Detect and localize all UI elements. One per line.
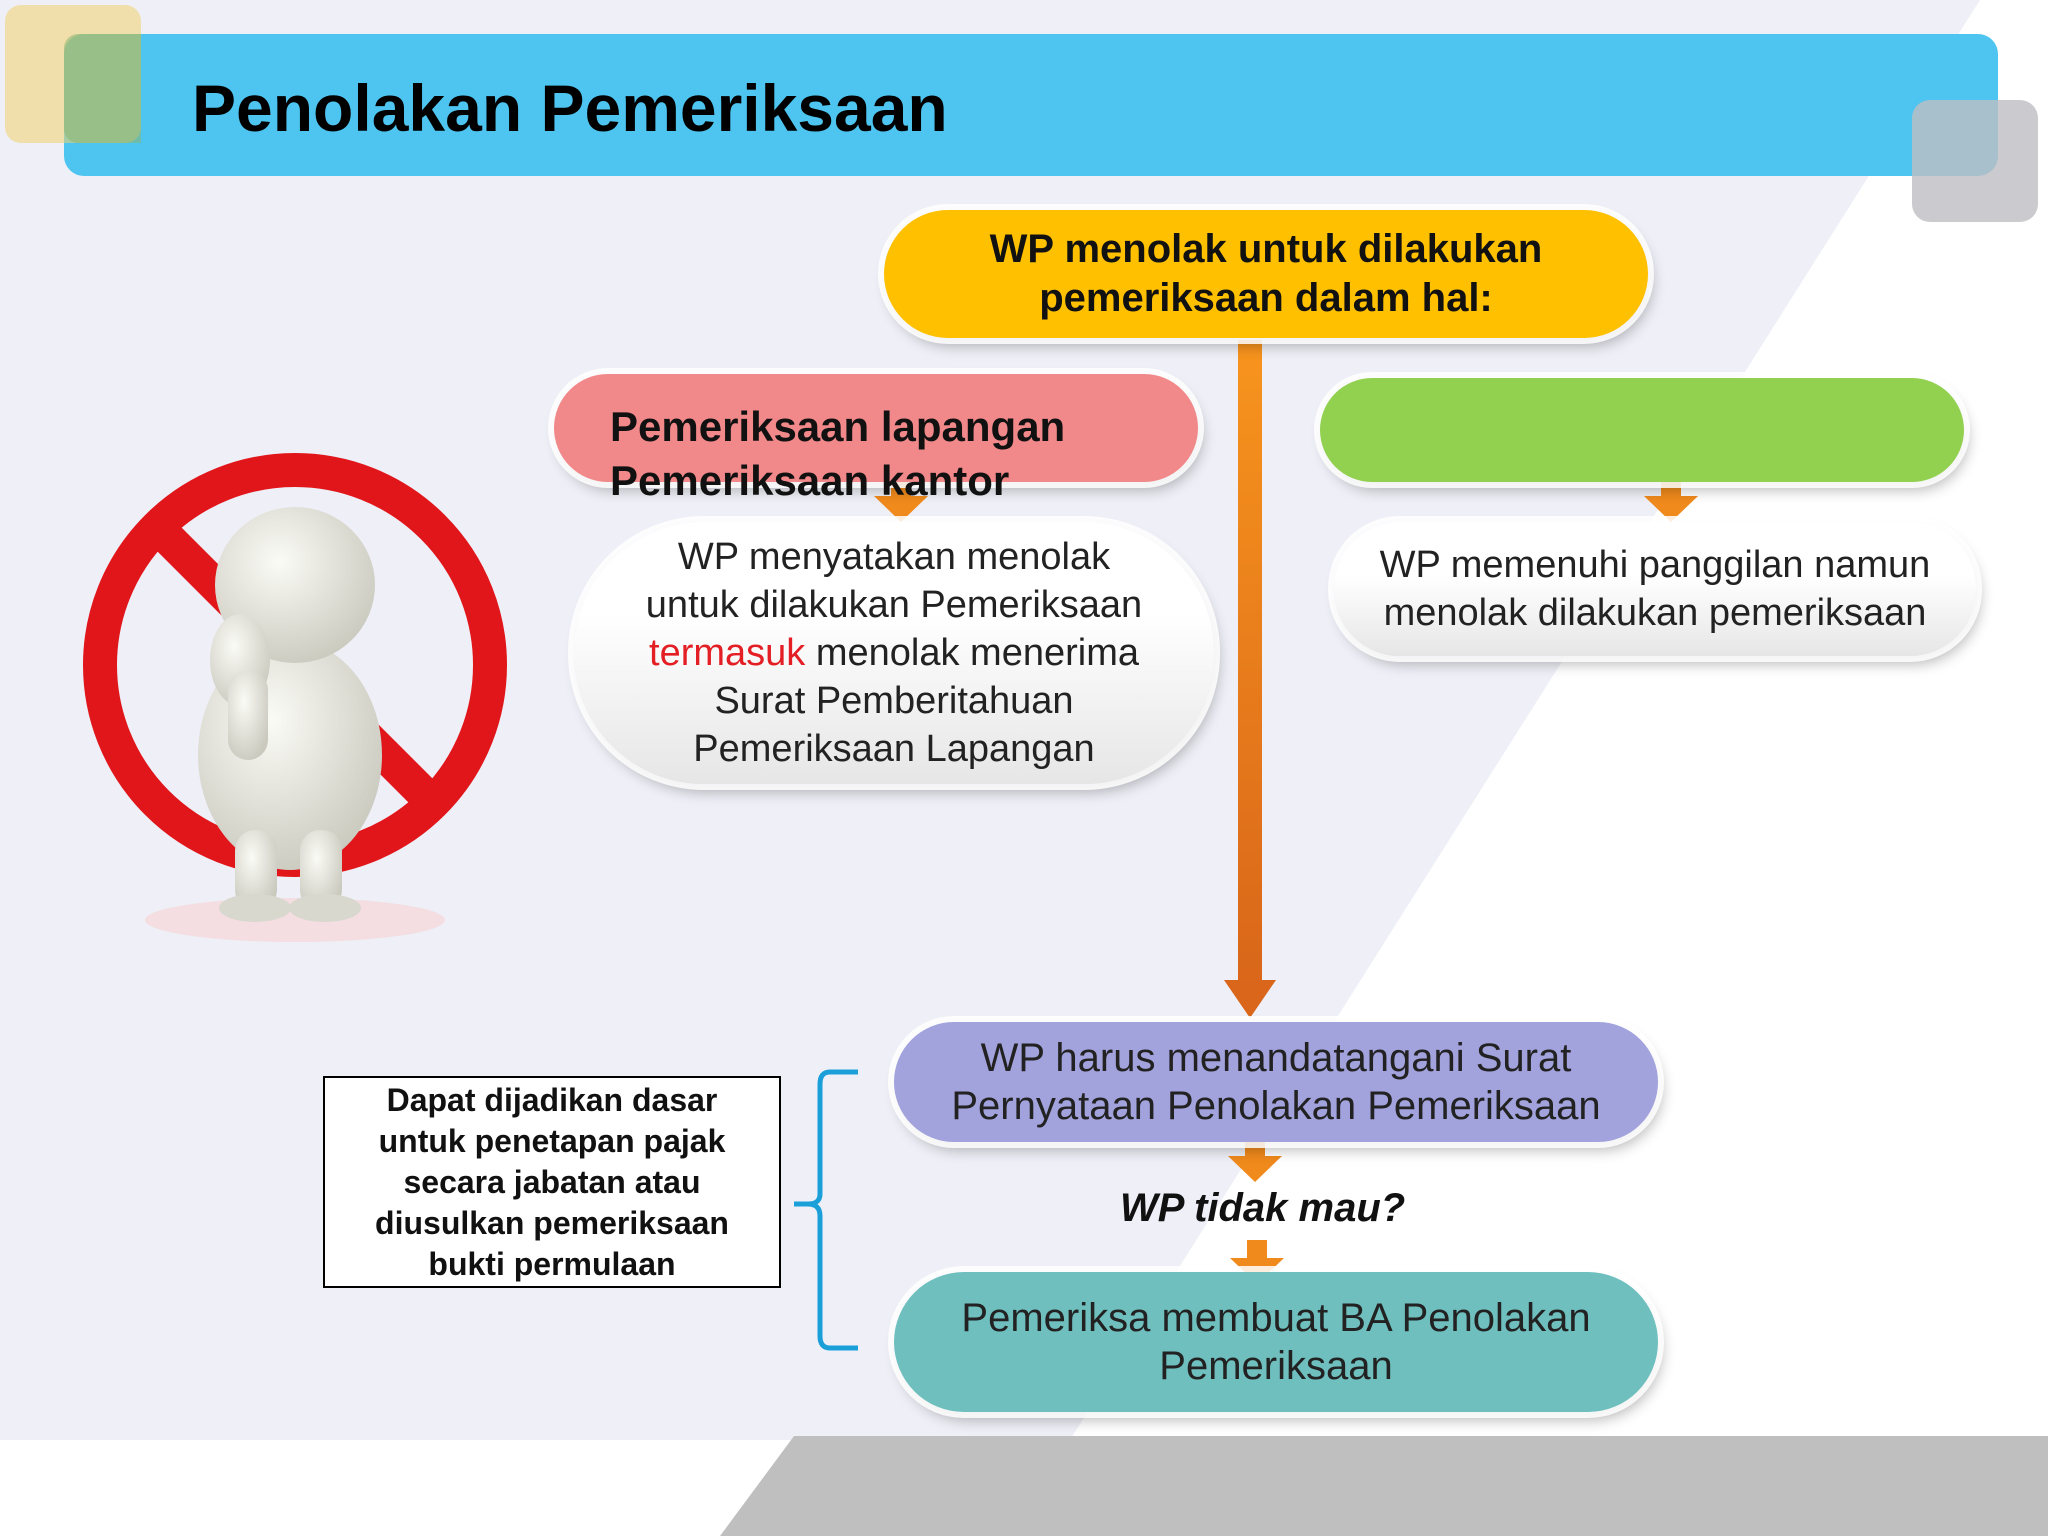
field-detail-box <box>574 522 1214 784</box>
arrow-office <box>1642 478 1700 524</box>
note-box <box>323 1076 781 1288</box>
sign-statement-line1: WP harus menandatangani Surat <box>980 1036 1572 1080</box>
field-detail-line5: Pemeriksaan Lapangan <box>693 728 1095 770</box>
field-audit-label: Pemeriksaan lapangan <box>610 403 1066 450</box>
ba-refusal-line2: Pemeriksaan <box>1159 1344 1393 1388</box>
field-detail-highlight: termasuk <box>649 632 806 674</box>
audit-type-labels <box>610 400 1065 508</box>
note-line4: diusulkan pemeriksaan <box>375 1204 729 1241</box>
office-detail-line2: menolak dilakukan pemeriksaan <box>1383 592 1927 634</box>
note-line2: untuk penetapan pajak <box>378 1122 726 1159</box>
refusal-condition-line2: pemeriksaan dalam hal: <box>1039 276 1493 320</box>
ba-refusal-box <box>894 1272 1658 1412</box>
decor-square-green <box>64 34 141 143</box>
office-audit-label: Pemeriksaan kantor <box>610 457 1010 504</box>
note-line5: bukti permulaan <box>428 1245 676 1282</box>
arrow-to-question <box>1226 1138 1284 1184</box>
field-detail-line2: untuk dilakukan Pemeriksaan <box>645 584 1143 626</box>
no-entry-figure-icon <box>60 430 530 950</box>
note-line3: secara jabatan atau <box>403 1163 701 1200</box>
field-detail-line4: Surat Pemberitahuan <box>714 680 1074 722</box>
refusal-question: WP tidak mau? <box>1120 1186 1406 1230</box>
sign-statement-box <box>894 1022 1658 1142</box>
ba-refusal-line1: Pemeriksa membuat BA Penolakan <box>961 1296 1591 1340</box>
note-line1: Dapat dijadikan dasar <box>386 1081 718 1118</box>
decor-square-gray <box>1912 100 2038 222</box>
refusal-condition-box <box>884 210 1648 338</box>
field-detail-line1: WP menyatakan menolak <box>677 536 1111 578</box>
field-detail-line3 <box>646 629 1142 677</box>
office-detail-line1: WP memenuhi panggilan namun <box>1379 544 1931 586</box>
field-detail-line3-rest: menolak menerima <box>805 632 1139 674</box>
main-flow-arrow <box>1220 340 1280 1020</box>
curly-bracket <box>790 1066 860 1356</box>
sign-statement-line2: Pernyataan Penolakan Pemeriksaan <box>951 1084 1601 1128</box>
office-detail-box <box>1334 522 1976 656</box>
refusal-condition-line1: WP menolak untuk dilakukan <box>989 227 1543 271</box>
footer-band <box>720 1436 2048 1536</box>
office-audit-box <box>1320 378 1964 482</box>
page-title: Penolakan Pemeriksaan <box>192 71 948 145</box>
